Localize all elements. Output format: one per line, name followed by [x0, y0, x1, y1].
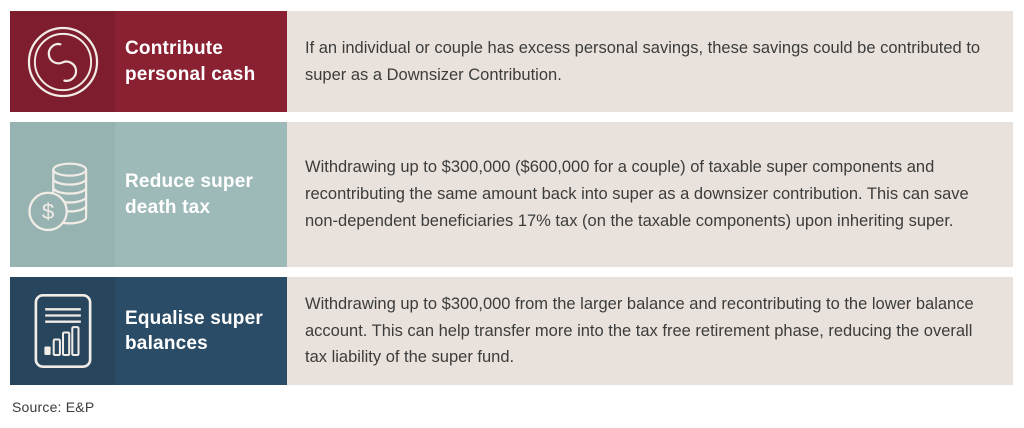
dollar-swirl-icon: [26, 25, 100, 99]
table-row: [10, 277, 1013, 385]
row-label: Contribute personal cash: [125, 38, 256, 85]
row-label: Reduce super death tax: [125, 171, 254, 218]
row-description: Withdrawing up to $300,000 from the larger balance and recontributing to the lower balance account. This can help transfer more into the tax free retirement phase, reducing the overall tax liability of the super fund.: [305, 294, 974, 367]
row-label: Equalise super balances: [125, 307, 263, 354]
table-row: [10, 122, 1013, 267]
row1-description-cell: [287, 11, 1013, 112]
source-attribution: Source: E&P: [12, 399, 95, 415]
row2-description-cell: [287, 122, 1013, 267]
row2-label-cell: [115, 122, 287, 267]
coin-stack-icon: [22, 154, 104, 236]
row-description: Withdrawing up to $300,000 ($600,000 for a couple) of taxable super components and recontributing the same amount back into super as a downsizer contribution. This can save non-dependent beneficiaries 17% tax (on the taxable components) upon inheriting super.: [305, 158, 969, 230]
dollar-sign-glyph: $: [41, 198, 54, 224]
table-row: [10, 11, 1013, 112]
row1-icon-cell: [10, 11, 115, 112]
report-chart-icon: [32, 292, 94, 370]
row3-icon-cell: [10, 277, 115, 385]
row3-description-cell: [287, 277, 1013, 385]
row1-label-cell: [115, 11, 287, 112]
row2-icon-cell: [10, 122, 115, 267]
row3-label-cell: [115, 277, 287, 385]
row-description: If an individual or couple has excess personal savings, these savings could be contributed to super as a Downsizer Contribution.: [305, 38, 981, 84]
